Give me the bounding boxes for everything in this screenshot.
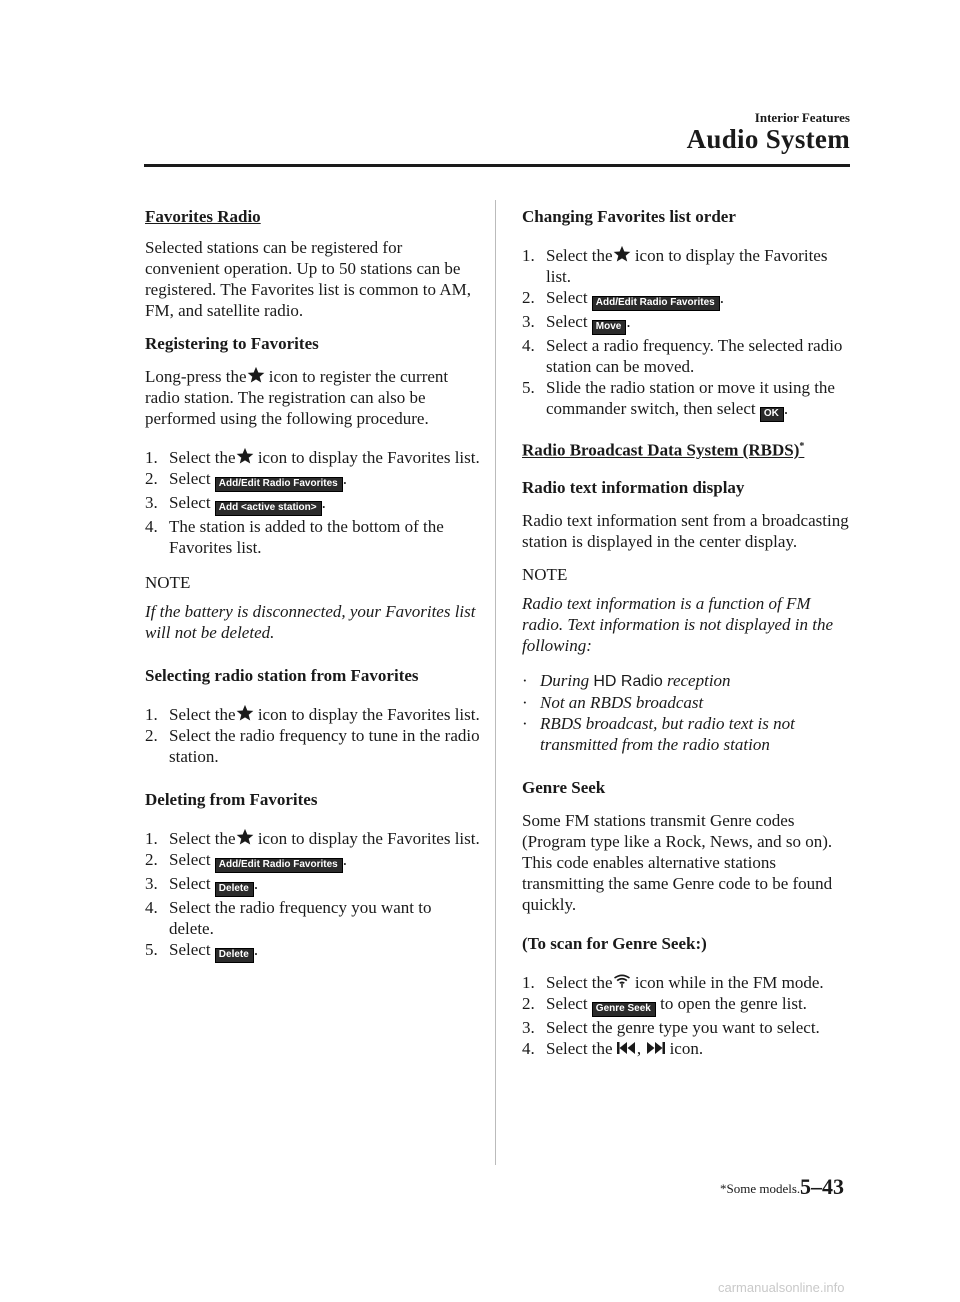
add-edit-radio-favorites-button: Add/Edit Radio Favorites bbox=[215, 858, 343, 873]
note-text: Radio text information is a function of FM radio. Text information is not displayed in the following: bbox=[522, 593, 834, 655]
delete-button: Delete bbox=[215, 882, 254, 897]
seek-forward-icon bbox=[645, 1041, 665, 1055]
header-title: Audio System bbox=[686, 124, 850, 154]
list-item: 4. Select the radio frequency you want to delete. bbox=[145, 898, 432, 938]
registering-heading: Registering to Favorites bbox=[145, 334, 319, 353]
left-column bbox=[145, 206, 480, 963]
list-item: · During HD Radio reception bbox=[522, 670, 731, 690]
list-item: 3. Select the genre type you want to select. bbox=[522, 1017, 820, 1037]
list-item: 3. Select Move . bbox=[522, 311, 852, 335]
list-item: 1. Select the icon to display the Favorites list. bbox=[145, 829, 480, 848]
selecting-heading: Selecting radio station from Favorites bbox=[145, 666, 419, 685]
list-item: 2. Select Add/Edit Radio Favorites . bbox=[522, 287, 852, 311]
header-section-label: Interior Features bbox=[754, 110, 850, 125]
list-item: 1. Select the icon while in the FM mode. bbox=[522, 972, 824, 992]
changing-order-heading: Changing Favorites list order bbox=[522, 207, 736, 226]
deleting-heading: Deleting from Favorites bbox=[145, 790, 318, 809]
list-item: 3. Select Add <active station> . bbox=[145, 492, 480, 516]
note-text: If the battery is disconnected, your Favorites list will not be deleted. bbox=[145, 602, 476, 642]
add-active-station-button: Add <active station> bbox=[215, 501, 322, 516]
ok-button: OK bbox=[760, 407, 784, 422]
genre-seek-button: Genre Seek bbox=[592, 1002, 656, 1017]
column-divider bbox=[495, 200, 496, 1165]
right-column bbox=[522, 206, 852, 1059]
radio-wave-icon bbox=[613, 972, 631, 990]
star-icon bbox=[236, 704, 254, 722]
radio-text-heading: Radio text information display bbox=[522, 477, 745, 497]
registering-intro: Long-press the icon to register the current radio station. The registration can also be performed using the following procedure. bbox=[145, 367, 449, 428]
favorites-intro: Selected stations can be registered for convenient operation. Up to 50 stations can be registered. The Favorites list is common to AM, FM, and satellite radio. bbox=[145, 238, 471, 320]
delete-button: Delete bbox=[215, 948, 254, 963]
list-item: 4. Select a radio frequency. The selected radio station can be moved. bbox=[522, 336, 843, 376]
list-item: 1. Select the icon to display the Favorites list. bbox=[145, 705, 480, 724]
add-edit-radio-favorites-button: Add/Edit Radio Favorites bbox=[592, 296, 720, 311]
hd-radio-logo: HD Radio bbox=[593, 672, 663, 690]
list-item: 2. Select Genre Seek to open the genre list. bbox=[522, 993, 852, 1017]
list-item: 1. Select the icon to display the Favorites list. bbox=[145, 448, 480, 467]
footer-note: *Some models. bbox=[720, 1181, 801, 1196]
list-item: 5. Slide the radio station or move it using the commander switch, then select OK . bbox=[522, 377, 852, 422]
note-label: NOTE bbox=[145, 573, 191, 592]
list-item: 2. Select Add/Edit Radio Favorites . bbox=[145, 468, 480, 492]
star-icon bbox=[247, 366, 265, 384]
favorites-radio-heading: Favorites Radio bbox=[145, 207, 261, 226]
genre-seek-heading: Genre Seek bbox=[522, 777, 606, 797]
list-item: 2. Select Add/Edit Radio Favorites . bbox=[145, 849, 480, 873]
list-item: 4. The station is added to the bottom of the Favorites list. bbox=[145, 517, 444, 557]
list-item: 5. Select Delete . bbox=[145, 939, 480, 963]
move-button: Move bbox=[592, 320, 627, 335]
list-item: 1. Select the icon to display the Favorites list. bbox=[522, 246, 828, 286]
rbds-heading: Radio Broadcast Data System (RBDS)* bbox=[522, 440, 805, 460]
list-item: 3. Select Delete . bbox=[145, 873, 480, 897]
star-icon bbox=[613, 245, 631, 263]
page-number: 5–43 bbox=[800, 1174, 844, 1199]
genre-seek-body: Some FM stations transmit Genre codes (Program type like a Rock, News, and so on). This code enables alternative stations transmitting the same Genre code to be found quickly. bbox=[522, 810, 833, 914]
list-item: 2. Select the radio frequency to tune in the radio station. bbox=[145, 726, 480, 766]
watermark: carmanualsonline.info bbox=[718, 1280, 845, 1295]
note-label: NOTE bbox=[522, 564, 568, 584]
header-rule bbox=[144, 164, 850, 167]
seek-back-icon bbox=[617, 1041, 637, 1055]
list-item: · Not an RBDS broadcast bbox=[522, 692, 704, 712]
list-item: · RBDS broadcast, but radio text is not transmitted from the radio station bbox=[522, 713, 795, 754]
star-icon bbox=[236, 447, 254, 465]
radio-text-body: Radio text information sent from a broadcasting station is displayed in the center display. bbox=[522, 510, 849, 551]
add-edit-radio-favorites-button: Add/Edit Radio Favorites bbox=[215, 477, 343, 492]
list-item: 4. Select the , icon. bbox=[522, 1038, 704, 1058]
scan-genre-heading: (To scan for Genre Seek:) bbox=[522, 933, 707, 953]
star-icon bbox=[236, 828, 254, 846]
